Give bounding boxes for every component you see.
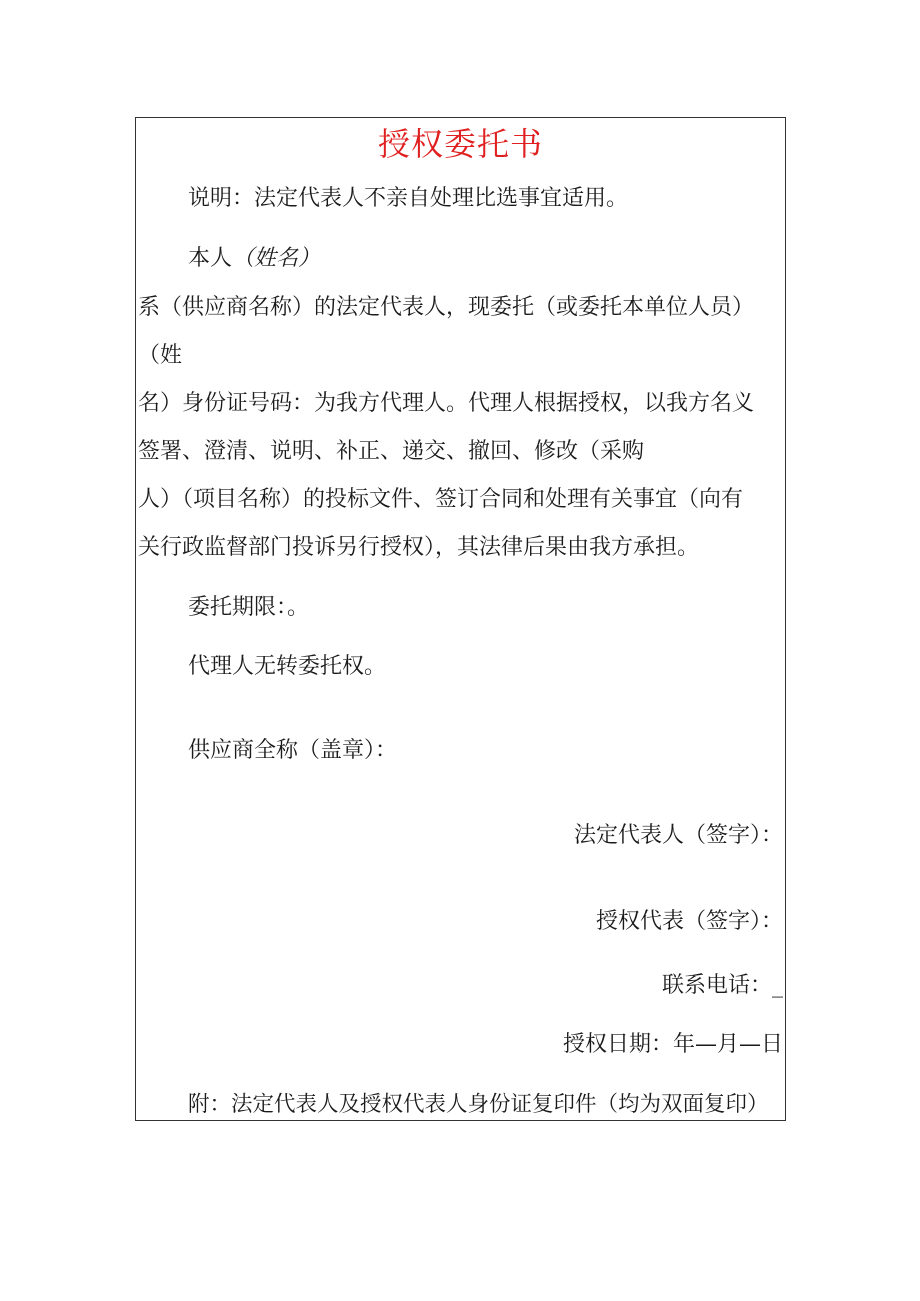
document-frame (135, 117, 786, 1121)
term-line: 委托期限：。 (188, 595, 310, 620)
phone-line: 联系电话：_ (661, 973, 783, 998)
paragraph-line-2: （姓 (138, 343, 183, 368)
note-line: 说明：法定代表人不亲自处理比选事宜适用。 (188, 186, 629, 211)
paragraph-line-6: 关行政监督部门投诉另行授权），其法律后果由我方承担。 (138, 535, 700, 560)
intro-prefix: 本人 (188, 246, 233, 271)
no-transfer-line: 代理人无转委托权。 (188, 654, 387, 679)
date-line: 授权日期：年—月—日 (562, 1032, 783, 1057)
authorized-signature-line: 授权代表（签字）： (595, 909, 783, 934)
paragraph-line-3: 名）身份证号码：为我方代理人。代理人根据授权，以我方名义 (138, 391, 755, 416)
paragraph-line-5: 人）（项目名称）的投标文件、签订合同和处理有关事宜（向有 (138, 487, 744, 512)
paragraph-line-1: 系（供应商名称）的法定代表人，现委托（或委托本单位人员） (138, 295, 755, 320)
legal-rep-signature-line: 法定代表人（签字）： (573, 823, 783, 848)
intro-name-hint: （姓名） (232, 246, 321, 271)
paragraph-line-4: 签署、澄清、说明、补正、递交、撤回、修改（采购 (138, 439, 645, 464)
attachment-line: 附：法定代表人及授权代表人身份证复印件（均为双面复印） (188, 1092, 769, 1117)
supplier-seal-line: 供应商全称（盖章）： (188, 738, 398, 763)
document-title: 授权委托书 (377, 125, 543, 163)
intro-line (188, 244, 320, 274)
